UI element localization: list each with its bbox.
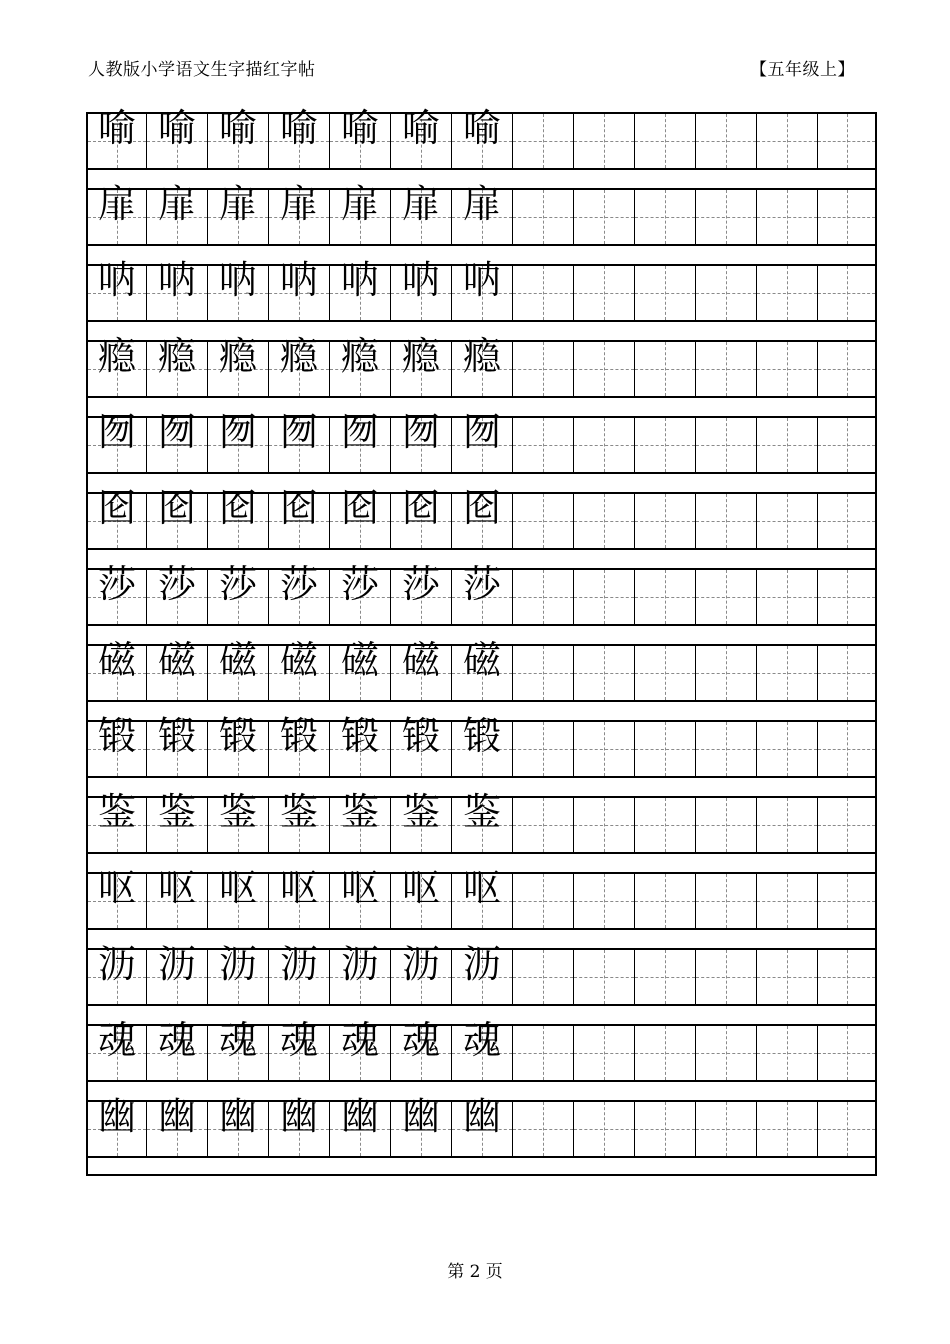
trace-cell [86, 334, 147, 396]
character: 鉴 [340, 790, 379, 834]
trace-cell [86, 562, 147, 624]
character: 呕 [157, 866, 196, 910]
trace-cell [86, 486, 147, 548]
blank-cell [513, 570, 574, 624]
blank-cell [757, 1026, 818, 1080]
character: 魂 [462, 1018, 501, 1062]
character: 呐 [157, 258, 196, 302]
trace-cell [452, 790, 513, 852]
blank-cell [574, 494, 635, 548]
trace-cell [452, 942, 513, 1004]
trace-cell [208, 1018, 269, 1080]
blank-cell [696, 1026, 757, 1080]
trace-cell [86, 790, 147, 852]
blank-cell [818, 1102, 877, 1156]
blank-cell [513, 342, 574, 396]
character: 囫 [157, 410, 196, 454]
character: 囵 [340, 486, 379, 530]
character: 扉 [97, 182, 136, 226]
character: 扉 [462, 182, 501, 226]
trace-cell [452, 638, 513, 700]
character: 沥 [340, 942, 379, 986]
blank-cell [818, 266, 877, 320]
character: 囫 [401, 410, 440, 454]
character: 莎 [340, 562, 379, 606]
blank-cell [635, 570, 696, 624]
blank-cell [513, 190, 574, 244]
blank-cell [635, 1102, 696, 1156]
trace-cell [391, 182, 452, 244]
page-number: 第 2 页 [447, 1262, 503, 1282]
trace-cell [391, 866, 452, 928]
trace-cell [147, 714, 208, 776]
trace-cell [452, 1094, 513, 1156]
trace-cell [330, 562, 391, 624]
blank-cell [757, 874, 818, 928]
character: 幽 [157, 1094, 196, 1138]
blank-cell [513, 418, 574, 472]
practice-grid [86, 106, 877, 1176]
trace-cell [269, 182, 330, 244]
trace-cell [269, 258, 330, 320]
blank-cell [696, 266, 757, 320]
character: 莎 [218, 562, 257, 606]
blank-cell [513, 494, 574, 548]
blank-cell [818, 494, 877, 548]
trace-cell [147, 942, 208, 1004]
blank-cell [696, 190, 757, 244]
trace-cell [269, 866, 330, 928]
trace-cell [208, 182, 269, 244]
character: 磁 [340, 638, 379, 682]
trace-cell [452, 334, 513, 396]
trace-cell [269, 790, 330, 852]
blank-cell [696, 722, 757, 776]
trace-cell [269, 638, 330, 700]
blank-cell [574, 798, 635, 852]
character: 呐 [462, 258, 501, 302]
trace-cell [452, 714, 513, 776]
character: 鉴 [97, 790, 136, 834]
character: 莎 [97, 562, 136, 606]
character: 鉴 [279, 790, 318, 834]
blank-cell [696, 114, 757, 168]
trace-cell [391, 106, 452, 168]
character: 幽 [279, 1094, 318, 1138]
trace-cell [330, 1094, 391, 1156]
trace-cell [86, 1094, 147, 1156]
blank-cell [574, 950, 635, 1004]
blank-cell [635, 950, 696, 1004]
trace-cell [208, 106, 269, 168]
trace-cell [269, 1018, 330, 1080]
trace-cell [147, 562, 208, 624]
blank-cell [696, 950, 757, 1004]
character: 呐 [279, 258, 318, 302]
character: 呕 [462, 866, 501, 910]
trace-cell [452, 258, 513, 320]
practice-row [86, 562, 877, 626]
character: 囫 [279, 410, 318, 454]
practice-row [86, 790, 877, 854]
blank-cell [635, 418, 696, 472]
trace-cell [86, 182, 147, 244]
trace-cell [452, 562, 513, 624]
character: 沥 [401, 942, 440, 986]
character: 锻 [279, 714, 318, 758]
trace-cell [330, 106, 391, 168]
trace-cell [330, 182, 391, 244]
trace-cell [147, 410, 208, 472]
blank-cell [513, 1102, 574, 1156]
blank-cell [696, 646, 757, 700]
trace-cell [208, 790, 269, 852]
trace-cell [330, 486, 391, 548]
blank-cell [757, 418, 818, 472]
character: 魂 [279, 1018, 318, 1062]
character: 呕 [218, 866, 257, 910]
blank-cell [818, 342, 877, 396]
practice-row [86, 486, 877, 550]
trace-cell [391, 562, 452, 624]
character: 鉴 [218, 790, 257, 834]
trace-cell [452, 866, 513, 928]
trace-cell [208, 258, 269, 320]
trace-cell [208, 638, 269, 700]
trace-cell [147, 334, 208, 396]
character: 喻 [279, 106, 318, 150]
character: 瘾 [340, 334, 379, 378]
blank-cell [513, 646, 574, 700]
character: 锻 [340, 714, 379, 758]
character: 磁 [279, 638, 318, 682]
trace-cell [208, 714, 269, 776]
blank-cell [818, 570, 877, 624]
blank-cell [696, 798, 757, 852]
blank-cell [696, 1102, 757, 1156]
trace-cell [330, 942, 391, 1004]
character: 囵 [157, 486, 196, 530]
trace-cell [269, 1094, 330, 1156]
character: 扉 [401, 182, 440, 226]
trace-cell [147, 106, 208, 168]
character: 呕 [401, 866, 440, 910]
character: 幽 [462, 1094, 501, 1138]
character: 喻 [97, 106, 136, 150]
trace-cell [452, 106, 513, 168]
trace-cell [147, 258, 208, 320]
character: 磁 [97, 638, 136, 682]
character: 魂 [218, 1018, 257, 1062]
trace-cell [269, 942, 330, 1004]
character: 扉 [279, 182, 318, 226]
blank-cell [757, 342, 818, 396]
character: 幽 [401, 1094, 440, 1138]
trace-cell [391, 258, 452, 320]
trace-cell [147, 638, 208, 700]
blank-cell [635, 798, 696, 852]
character: 沥 [462, 942, 501, 986]
character: 呕 [340, 866, 379, 910]
character: 瘾 [218, 334, 257, 378]
character: 沥 [218, 942, 257, 986]
character: 沥 [279, 942, 318, 986]
character: 喻 [401, 106, 440, 150]
practice-row [86, 258, 877, 322]
blank-cell [574, 190, 635, 244]
trace-cell [86, 258, 147, 320]
character: 莎 [401, 562, 440, 606]
character: 锻 [157, 714, 196, 758]
character: 囫 [462, 410, 501, 454]
blank-cell [757, 646, 818, 700]
blank-cell [513, 798, 574, 852]
practice-row [86, 638, 877, 702]
trace-cell [208, 410, 269, 472]
trace-cell [452, 486, 513, 548]
blank-cell [818, 1026, 877, 1080]
character: 魂 [157, 1018, 196, 1062]
blank-cell [818, 114, 877, 168]
practice-row [86, 942, 877, 1006]
blank-cell [513, 1026, 574, 1080]
character: 锻 [218, 714, 257, 758]
character: 喻 [157, 106, 196, 150]
trace-cell [208, 334, 269, 396]
character: 扉 [340, 182, 379, 226]
character: 瘾 [97, 334, 136, 378]
character: 锻 [401, 714, 440, 758]
blank-cell [696, 418, 757, 472]
trace-cell [86, 866, 147, 928]
character: 呐 [340, 258, 379, 302]
blank-cell [757, 114, 818, 168]
trace-cell [391, 1018, 452, 1080]
trace-cell [391, 486, 452, 548]
sheet-title: 人教版小学语文生字描红字帖 [88, 60, 316, 80]
character: 瘾 [157, 334, 196, 378]
character: 鉴 [462, 790, 501, 834]
character: 磁 [462, 638, 501, 682]
blank-cell [513, 874, 574, 928]
character: 磁 [401, 638, 440, 682]
character: 喻 [218, 106, 257, 150]
character: 魂 [401, 1018, 440, 1062]
trace-cell [208, 866, 269, 928]
practice-row [86, 866, 877, 930]
blank-cell [757, 570, 818, 624]
character: 囫 [97, 410, 136, 454]
character: 呐 [218, 258, 257, 302]
trace-cell [208, 486, 269, 548]
blank-cell [574, 266, 635, 320]
character: 幽 [340, 1094, 379, 1138]
blank-cell [635, 1026, 696, 1080]
blank-cell [635, 190, 696, 244]
trace-cell [391, 790, 452, 852]
trace-cell [86, 638, 147, 700]
character: 呕 [279, 866, 318, 910]
blank-cell [635, 342, 696, 396]
character: 磁 [157, 638, 196, 682]
blank-cell [513, 950, 574, 1004]
trace-cell [269, 714, 330, 776]
trace-cell [391, 714, 452, 776]
blank-cell [757, 1102, 818, 1156]
trace-cell [330, 638, 391, 700]
character: 魂 [340, 1018, 379, 1062]
blank-cell [513, 114, 574, 168]
character: 呐 [401, 258, 440, 302]
character: 扉 [157, 182, 196, 226]
blank-cell [574, 1026, 635, 1080]
character: 魂 [97, 1018, 136, 1062]
practice-row [86, 714, 877, 778]
blank-cell [696, 570, 757, 624]
character: 莎 [462, 562, 501, 606]
character: 囫 [218, 410, 257, 454]
blank-cell [574, 342, 635, 396]
trace-cell [330, 334, 391, 396]
trace-cell [147, 790, 208, 852]
blank-cell [757, 722, 818, 776]
blank-cell [757, 494, 818, 548]
trace-cell [391, 638, 452, 700]
blank-cell [696, 874, 757, 928]
character: 锻 [97, 714, 136, 758]
character: 幽 [97, 1094, 136, 1138]
practice-row [86, 410, 877, 474]
trace-cell [86, 1018, 147, 1080]
character: 幽 [218, 1094, 257, 1138]
character: 喻 [462, 106, 501, 150]
blank-cell [818, 950, 877, 1004]
blank-cell [757, 266, 818, 320]
trace-cell [330, 866, 391, 928]
blank-cell [574, 570, 635, 624]
character: 呕 [97, 866, 136, 910]
blank-cell [818, 798, 877, 852]
trace-cell [452, 1018, 513, 1080]
practice-row [86, 106, 877, 170]
practice-row [86, 1094, 877, 1158]
trace-cell [147, 1018, 208, 1080]
trace-cell [452, 182, 513, 244]
trace-cell [208, 1094, 269, 1156]
character: 喻 [340, 106, 379, 150]
trace-cell [452, 410, 513, 472]
blank-cell [757, 798, 818, 852]
trace-cell [147, 1094, 208, 1156]
character: 鉴 [401, 790, 440, 834]
trace-cell [391, 1094, 452, 1156]
trace-cell [86, 410, 147, 472]
blank-cell [635, 494, 696, 548]
grade-label: 【五年级上】 [750, 60, 855, 80]
blank-cell [818, 874, 877, 928]
blank-cell [696, 342, 757, 396]
blank-cell [574, 646, 635, 700]
trace-cell [330, 1018, 391, 1080]
blank-cell [818, 646, 877, 700]
trace-cell [330, 410, 391, 472]
character: 莎 [279, 562, 318, 606]
character: 瘾 [462, 334, 501, 378]
trace-cell [269, 334, 330, 396]
blank-cell [818, 722, 877, 776]
blank-cell [818, 190, 877, 244]
character: 囫 [340, 410, 379, 454]
blank-cell [513, 266, 574, 320]
practice-row [86, 334, 877, 398]
character: 呐 [97, 258, 136, 302]
trace-cell [269, 562, 330, 624]
trace-cell [269, 410, 330, 472]
trace-cell [86, 106, 147, 168]
practice-row [86, 182, 877, 246]
row-spacer [86, 1158, 877, 1176]
blank-cell [574, 418, 635, 472]
character: 囵 [462, 486, 501, 530]
blank-cell [574, 722, 635, 776]
trace-cell [208, 562, 269, 624]
trace-cell [269, 106, 330, 168]
trace-cell [330, 258, 391, 320]
blank-cell [574, 1102, 635, 1156]
blank-cell [574, 114, 635, 168]
character: 沥 [97, 942, 136, 986]
blank-cell [757, 950, 818, 1004]
character: 莎 [157, 562, 196, 606]
trace-cell [147, 486, 208, 548]
trace-cell [147, 866, 208, 928]
blank-cell [635, 266, 696, 320]
blank-cell [635, 114, 696, 168]
character: 磁 [218, 638, 257, 682]
blank-cell [635, 722, 696, 776]
trace-cell [391, 942, 452, 1004]
trace-cell [208, 942, 269, 1004]
blank-cell [818, 418, 877, 472]
blank-cell [574, 874, 635, 928]
practice-row [86, 1018, 877, 1082]
character: 扉 [218, 182, 257, 226]
blank-cell [635, 874, 696, 928]
character: 鉴 [157, 790, 196, 834]
character: 沥 [157, 942, 196, 986]
trace-cell [330, 790, 391, 852]
character: 锻 [462, 714, 501, 758]
character: 囵 [97, 486, 136, 530]
character: 囵 [401, 486, 440, 530]
character: 瘾 [401, 334, 440, 378]
blank-cell [696, 494, 757, 548]
trace-cell [86, 942, 147, 1004]
trace-cell [86, 714, 147, 776]
trace-cell [269, 486, 330, 548]
blank-cell [757, 190, 818, 244]
blank-cell [635, 646, 696, 700]
character: 囵 [279, 486, 318, 530]
trace-cell [391, 410, 452, 472]
trace-cell [330, 714, 391, 776]
trace-cell [391, 334, 452, 396]
blank-cell [513, 722, 574, 776]
character: 瘾 [279, 334, 318, 378]
trace-cell [147, 182, 208, 244]
character: 囵 [218, 486, 257, 530]
